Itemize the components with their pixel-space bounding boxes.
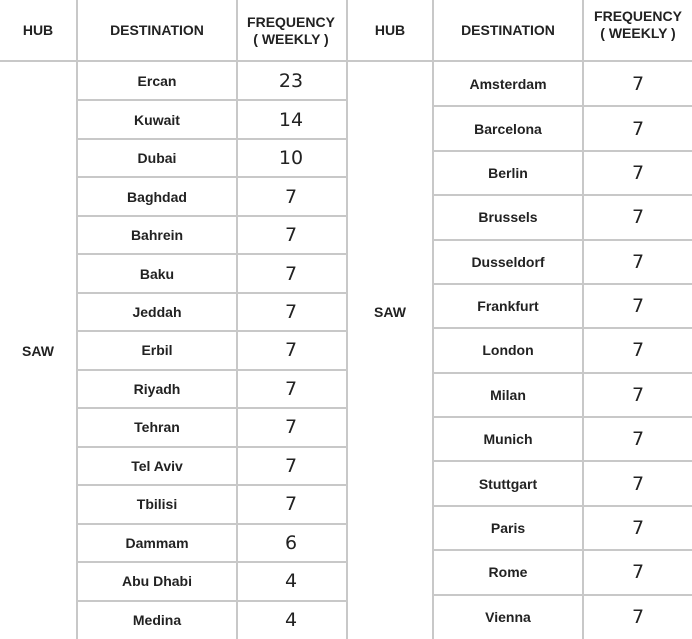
header-frequency: [584, 0, 692, 55]
table-row: [0, 562, 346, 600]
frequency-cell: 10: [278, 147, 304, 170]
hub-code: SAW: [22, 342, 54, 359]
hub-code: SAW: [374, 304, 406, 320]
frequency-cell: 7: [284, 339, 298, 362]
table-row: [0, 293, 346, 331]
right-route-table: [346, 0, 692, 639]
destination-cell: Dammam: [125, 534, 189, 551]
destination-cell: Amsterdam: [469, 76, 547, 93]
table-row: [346, 417, 692, 461]
frequency-cell: 7: [631, 517, 645, 540]
table-row: [0, 331, 346, 369]
header-hub-label: HUB: [22, 22, 54, 38]
frequency-cell: 7: [631, 561, 645, 584]
destination-cell: Tel Aviv: [131, 457, 183, 474]
table-row: [0, 601, 346, 639]
table-row: [0, 139, 346, 177]
frequency-cell: 7: [631, 73, 645, 96]
frequency-cell: 7: [631, 472, 645, 495]
table-row: [346, 62, 692, 106]
frequency-cell: 4: [284, 570, 298, 593]
header-frequency-label: FREQUENCY: [594, 7, 682, 24]
table-row: [0, 485, 346, 523]
destination-cell: Dubai: [137, 150, 177, 167]
destination-cell: Jeddah: [132, 304, 182, 321]
frequency-cell: 7: [284, 454, 298, 477]
header-destination-label: DESTINATION: [461, 22, 555, 38]
table-row: [346, 151, 692, 195]
frequency-cell: 7: [631, 250, 645, 273]
table-row: [346, 373, 692, 417]
destination-cell: Stuttgart: [478, 475, 538, 492]
header-frequency-sublabel: ( WEEKLY ): [600, 24, 676, 41]
table-row: [0, 447, 346, 485]
destination-cell: Milan: [490, 386, 526, 403]
table-row: [346, 328, 692, 372]
destination-cell: Tbilisi: [136, 496, 178, 513]
table-row: [0, 62, 346, 100]
destination-cell: London: [482, 342, 534, 359]
frequency-cell: 4: [284, 608, 298, 631]
table-row: [346, 106, 692, 150]
frequency-cell: 7: [631, 117, 645, 140]
frequency-cell: 7: [284, 377, 298, 400]
table-row: [0, 254, 346, 292]
frequency-cell: 7: [284, 416, 298, 439]
destination-cell: Tehran: [134, 419, 180, 436]
destination-cell: Rome: [488, 564, 528, 581]
frequency-cell: 23: [278, 70, 304, 93]
destination-cell: Brussels: [478, 209, 538, 226]
header-hub: [348, 0, 432, 61]
destination-cell: Ercan: [137, 73, 177, 90]
frequency-cell: 7: [284, 224, 298, 247]
destination-cell: Dusseldorf: [471, 253, 545, 270]
table-row: [346, 461, 692, 505]
header-frequency-sublabel: ( WEEKLY ): [253, 30, 329, 47]
header-destination: [434, 0, 582, 61]
header-frequency-label: FREQUENCY: [247, 13, 335, 30]
destination-cell: Baku: [139, 265, 175, 282]
frequency-cell: 7: [284, 185, 298, 208]
table-row: [0, 216, 346, 254]
table-row: [0, 370, 346, 408]
destination-cell: Berlin: [488, 164, 528, 181]
destination-cell: Medina: [132, 611, 182, 628]
table-row: [346, 550, 692, 594]
table-row: [0, 100, 346, 138]
frequency-cell: 7: [631, 428, 645, 451]
destination-cell: Frankfurt: [477, 298, 539, 315]
table-row: [0, 177, 346, 215]
table-row: [346, 284, 692, 328]
table-row: [346, 506, 692, 550]
destination-cell: Abu Dhabi: [122, 573, 192, 590]
frequency-cell: 7: [631, 339, 645, 362]
table-row: [0, 524, 346, 562]
frequency-cell: 7: [631, 161, 645, 184]
table-row: [346, 595, 692, 639]
frequency-cell: 7: [284, 262, 298, 285]
frequency-cell: 7: [631, 605, 645, 628]
destination-cell: Bahrein: [130, 227, 184, 244]
destination-cell: Kuwait: [134, 111, 180, 128]
table-row: [346, 240, 692, 284]
frequency-cell: 7: [631, 295, 645, 318]
header-destination-label: DESTINATION: [110, 22, 204, 38]
header-frequency: [238, 0, 344, 61]
table-row: [0, 408, 346, 446]
destination-cell: Paris: [490, 520, 526, 537]
header-destination: [78, 0, 236, 61]
destination-cell: Baghdad: [127, 188, 187, 205]
frequency-cell: 7: [631, 383, 645, 406]
frequency-cell: 7: [284, 301, 298, 324]
destination-cell: Munich: [483, 431, 533, 448]
destination-cell: Vienna: [485, 608, 531, 625]
table-row: [346, 195, 692, 239]
destination-cell: Erbil: [141, 342, 173, 359]
frequency-cell: 14: [278, 108, 304, 131]
frequency-cell: 7: [284, 493, 298, 516]
header-hub-label: HUB: [374, 22, 406, 38]
frequency-cell: 6: [284, 531, 298, 554]
frequency-cell: 7: [631, 206, 645, 229]
header-hub: [0, 0, 76, 61]
destination-cell: Riyadh: [133, 380, 181, 397]
destination-cell: Barcelona: [474, 120, 542, 137]
